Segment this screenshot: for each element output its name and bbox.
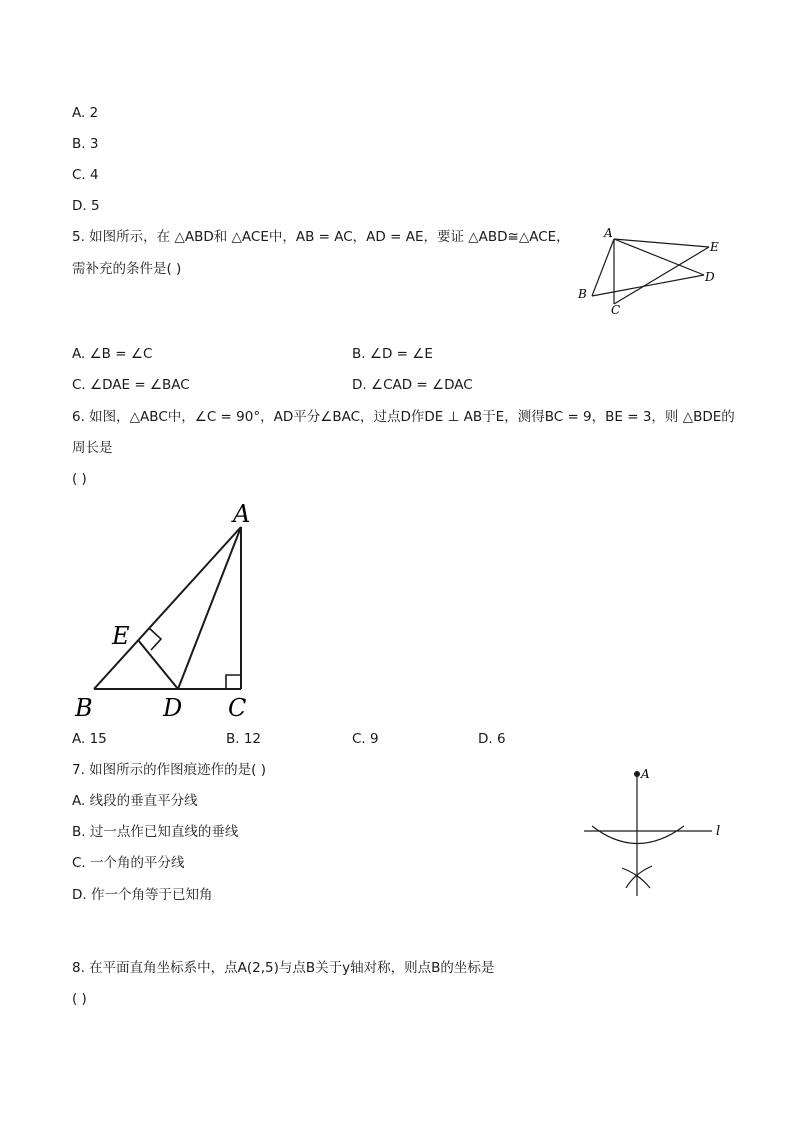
- q7-label-l: l: [716, 824, 721, 839]
- q7-point-a: [634, 771, 640, 777]
- q5-label-d: D: [705, 270, 715, 284]
- q5-segment-ab: [592, 239, 614, 296]
- q6-label-a: A: [233, 500, 251, 528]
- q5-option-c: C. ∠DAE = ∠BAC: [72, 377, 190, 393]
- q4-option-a: A. 2: [72, 105, 99, 121]
- q6-label-e: E: [112, 622, 130, 650]
- q7-stem: 7. 如图所示的作图痕迹作的是( ): [72, 762, 266, 778]
- q7-label-a: A: [641, 767, 650, 781]
- q5-option-b: B. ∠D = ∠E: [352, 346, 433, 362]
- q8-blank: ( ): [72, 991, 87, 1007]
- q5-option-a: A. ∠B = ∠C: [72, 346, 153, 362]
- q6-option-b: B. 12: [226, 731, 262, 747]
- q5-segment-ae: [614, 239, 709, 247]
- q6-stem-line3: ( ): [72, 471, 87, 487]
- q5-label-c: C: [611, 303, 621, 317]
- q5-segment-ad: [614, 239, 704, 275]
- q6-figure: [70, 497, 270, 722]
- q5-option-d: D. ∠CAD = ∠DAC: [352, 377, 473, 393]
- q6-option-c: C. 9: [352, 731, 379, 747]
- q7-figure: [580, 762, 730, 902]
- q6-label-c: C: [228, 694, 247, 722]
- q5-segment-ce: [614, 247, 709, 304]
- q7-option-c: C. 一个角的平分线: [72, 855, 185, 871]
- q5-label-a: A: [604, 226, 613, 240]
- q6-option-d: D. 6: [478, 731, 506, 747]
- q7-option-d: D. 作一个角等于已知角: [72, 887, 213, 903]
- q6-label-d: D: [163, 694, 183, 722]
- q4-option-d: D. 5: [72, 198, 100, 214]
- q7-option-a: A. 线段的垂直平分线: [72, 793, 198, 809]
- q7-arc-crossing-1: [622, 868, 650, 888]
- q5-label-b: B: [578, 287, 587, 301]
- q6-option-a: A. 15: [72, 731, 107, 747]
- q5-label-e: E: [710, 240, 719, 254]
- q5-stem-line2: 需补充的条件是( ): [72, 261, 182, 277]
- q5-stem-line1: 5. 如图所示，在 △ABD和 △ACE中，AB = AC，AD = AE，要证 △ABD≅△ACE，: [72, 229, 570, 245]
- q6-label-b: B: [75, 694, 93, 722]
- q6-segment-ab: [94, 527, 241, 689]
- q7-option-b: B. 过一点作已知直线的垂线: [72, 824, 239, 840]
- q8-stem: 8. 在平面直角坐标系中，点A(2,5)与点B关于y轴对称，则点B的坐标是: [72, 960, 495, 976]
- q6-stem-line1: 6. 如图，△ABC中，∠C = 90°，AD平分∠BAC，过点D作DE ⊥ AB于E，测得BC = 9，BE = 3，则 △BDE的: [72, 409, 735, 425]
- q6-right-angle-c: [226, 675, 241, 689]
- q4-option-c: C. 4: [72, 167, 99, 183]
- q4-option-b: B. 3: [72, 136, 99, 152]
- q6-segment-ad: [178, 527, 241, 689]
- q5-figure: [570, 225, 730, 320]
- q6-segment-de: [138, 640, 178, 689]
- q7-arc-on-line: [592, 826, 684, 844]
- q6-stem-line2: 周长是: [72, 440, 113, 456]
- q6-right-angle-e: [149, 628, 161, 650]
- q5-segment-bd: [592, 275, 704, 296]
